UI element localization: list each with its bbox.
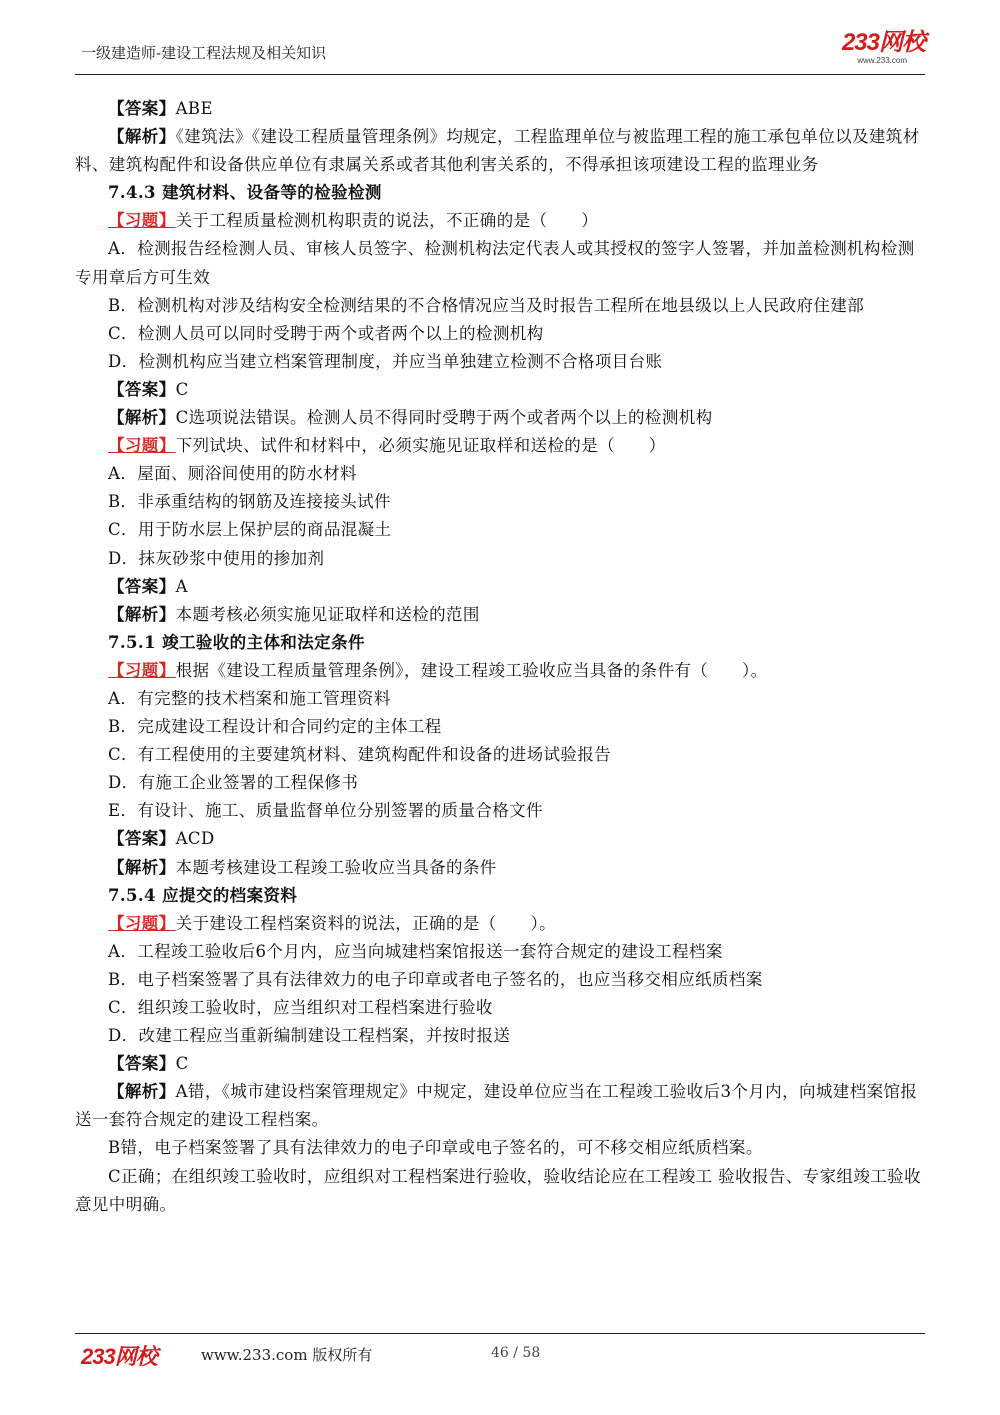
exercise-label: 【习题】 bbox=[108, 436, 176, 456]
exercise-label: 【习题】 bbox=[108, 660, 176, 680]
line-text: C选项说法错误。检测人员不得同时受聘于两个或者两个以上的检测机构 bbox=[175, 408, 713, 428]
answer-line bbox=[75, 825, 927, 853]
line-text: 关于建设工程档案资料的说法，正确的是（ ）。 bbox=[175, 913, 557, 933]
answer-line bbox=[75, 95, 927, 123]
heading-text: 7.5.1 竣工验收的主体和法定条件 bbox=[108, 632, 365, 652]
question-line bbox=[75, 910, 927, 938]
answer-line bbox=[75, 854, 927, 882]
line-text: ACD bbox=[175, 829, 215, 849]
line-text: D．改建工程应当重新编制建设工程档案，并按时报送 bbox=[108, 1026, 511, 1046]
section-heading bbox=[75, 179, 927, 207]
line-text: A．有完整的技术档案和施工管理资料 bbox=[108, 688, 391, 708]
option-line bbox=[75, 516, 927, 544]
answer-label: 【解析】 bbox=[108, 408, 176, 428]
option-line bbox=[75, 1163, 927, 1219]
option-line bbox=[75, 797, 927, 825]
line-text: 本题考核必须实施见证取样和送检的范围 bbox=[175, 604, 480, 624]
answer-label: 【解析】 bbox=[108, 1082, 176, 1102]
question-line bbox=[75, 207, 927, 235]
answer-line bbox=[75, 1050, 927, 1078]
line-text: D．检测机构应当建立档案管理制度，并应当单独建立检测不合格项目台账 bbox=[108, 351, 663, 371]
line-text: 本题考核建设工程竣工验收应当具备的条件 bbox=[175, 857, 497, 877]
line-text: C．组织竣工验收时，应当组织对工程档案进行验收 bbox=[108, 998, 493, 1017]
heading-text: 7.5.4 应提交的档案资料 bbox=[108, 885, 298, 905]
answer-label: 【答案】 bbox=[108, 829, 176, 849]
option-line bbox=[75, 348, 927, 376]
question-line bbox=[75, 657, 927, 685]
line-text: C正确；在组织竣工验收时，应组织对工程档案进行验收，验收结论应在工程竣工 验收报告、专家组竣工验收意见中明确。 bbox=[75, 1166, 921, 1214]
option-line bbox=[75, 1022, 927, 1050]
line-text: 《建筑法》《建设工程质量管理条例》均规定，工程监理单位与被监理工程的施工承包单位以及建筑材料、建筑构配件和设备供应单位有隶属关系或者其他利害关系的，不得承担该项建设工程的监理业务 bbox=[75, 127, 920, 175]
option-line bbox=[75, 685, 927, 713]
answer-label: 【解析】 bbox=[108, 604, 176, 624]
line-text: 下列试块、试件和材料中，必须实施见证取样和送检的是（ ） bbox=[175, 436, 666, 456]
line-text: C．有工程使用的主要建筑材料、建筑构配件和设备的进场试验报告 bbox=[108, 745, 612, 765]
line-text: C．用于防水层上保护层的商品混凝土 bbox=[108, 520, 392, 540]
page-number: 46 / 58 bbox=[491, 1345, 541, 1361]
heading-text: 7.4.3 建筑材料、设备等的检验检测 bbox=[108, 183, 382, 203]
answer-line bbox=[75, 376, 927, 404]
answer-label: 【答案】 bbox=[108, 576, 176, 596]
line-text: B．电子档案签署了具有法律效力的电子印章或者电子签名的，也应当移交相应纸质档案 bbox=[108, 969, 763, 989]
option-line bbox=[75, 966, 927, 994]
line-text: A．检测报告经检测人员、审核人员签字、检测机构法定代表人或其授权的签字人签署，并加盖检测机构检测专用章后方可生效 bbox=[75, 239, 915, 287]
option-line bbox=[75, 938, 927, 966]
answer-line bbox=[75, 573, 927, 601]
line-text: B．非承重结构的钢筋及连接接头试件 bbox=[108, 492, 391, 512]
option-line bbox=[75, 320, 927, 348]
line-text: A．屋面、厕浴间使用的防水材料 bbox=[108, 464, 357, 484]
answer-label: 【答案】 bbox=[108, 379, 176, 399]
line-text: 根据《建设工程质量管理条例》，建设工程竣工验收应当具备的条件有（ ）。 bbox=[175, 660, 768, 680]
line-text: A错，《城市建设档案管理规定》中规定，建设单位应当在工程竣工验收后3个月内，向城建档案馆报送一套符合规定的建设工程档案。 bbox=[75, 1082, 918, 1130]
section-heading bbox=[75, 882, 927, 910]
answer-line bbox=[75, 404, 927, 432]
section-heading bbox=[75, 629, 927, 657]
line-text: A bbox=[175, 576, 188, 596]
option-line bbox=[75, 488, 927, 516]
line-text: A．工程竣工验收后6个月内，应当向城建档案馆报送一套符合规定的建设工程档案 bbox=[108, 941, 723, 961]
document-body bbox=[75, 95, 927, 1219]
option-line bbox=[75, 292, 927, 320]
line-text: B错，电子档案签署了具有法律效力的电子印章或电子签名的，可不移交相应纸质档案。 bbox=[108, 1138, 763, 1158]
answer-line bbox=[75, 123, 927, 179]
answer-label: 【答案】 bbox=[108, 1054, 176, 1074]
option-line bbox=[75, 1134, 927, 1162]
line-text: E．有设计、施工、质量监督单位分别签署的质量合格文件 bbox=[108, 801, 543, 821]
question-line bbox=[75, 432, 927, 460]
line-text: C bbox=[175, 1054, 189, 1074]
document-title: 一级建造师-建设工程法规及相关知识 bbox=[81, 44, 327, 62]
logo-url: www.233.com bbox=[857, 56, 907, 65]
line-text: C bbox=[175, 379, 189, 399]
line-text: B．检测机构对涉及结构安全检测结果的不合格情况应当及时报告工程所在地县级以上人民政府住建部 bbox=[108, 295, 865, 315]
footer-logo: 233网校 bbox=[81, 1344, 157, 1369]
page-header bbox=[75, 30, 925, 75]
option-line bbox=[75, 713, 927, 741]
option-line bbox=[75, 994, 927, 1022]
option-line bbox=[75, 545, 927, 573]
exercise-label: 【习题】 bbox=[108, 211, 176, 231]
line-text: C．检测人员可以同时受聘于两个或者两个以上的检测机构 bbox=[108, 323, 544, 343]
answer-line bbox=[75, 601, 927, 629]
line-text: D．有施工企业签署的工程保修书 bbox=[108, 773, 359, 793]
answer-label: 【答案】 bbox=[108, 99, 176, 118]
line-text: ABE bbox=[175, 99, 213, 118]
line-text: 关于工程质量检测机构职责的说法，不正确的是（ ） bbox=[175, 211, 599, 231]
answer-label: 【解析】 bbox=[108, 127, 176, 147]
footer-copyright: www.233.com 版权所有 bbox=[201, 1346, 373, 1364]
option-line bbox=[75, 460, 927, 488]
option-line bbox=[75, 741, 927, 769]
answer-label: 【解析】 bbox=[108, 857, 176, 877]
logo-text: 233网校 bbox=[841, 29, 925, 56]
answer-line bbox=[75, 1078, 927, 1134]
line-text: D．抹灰砂浆中使用的掺加剂 bbox=[108, 548, 325, 568]
line-text: B．完成建设工程设计和合同约定的主体工程 bbox=[108, 717, 442, 737]
option-line bbox=[75, 769, 927, 797]
exercise-label: 【习题】 bbox=[108, 913, 176, 933]
page-footer bbox=[75, 1333, 925, 1374]
option-line bbox=[75, 235, 927, 291]
brand-logo bbox=[842, 30, 925, 65]
